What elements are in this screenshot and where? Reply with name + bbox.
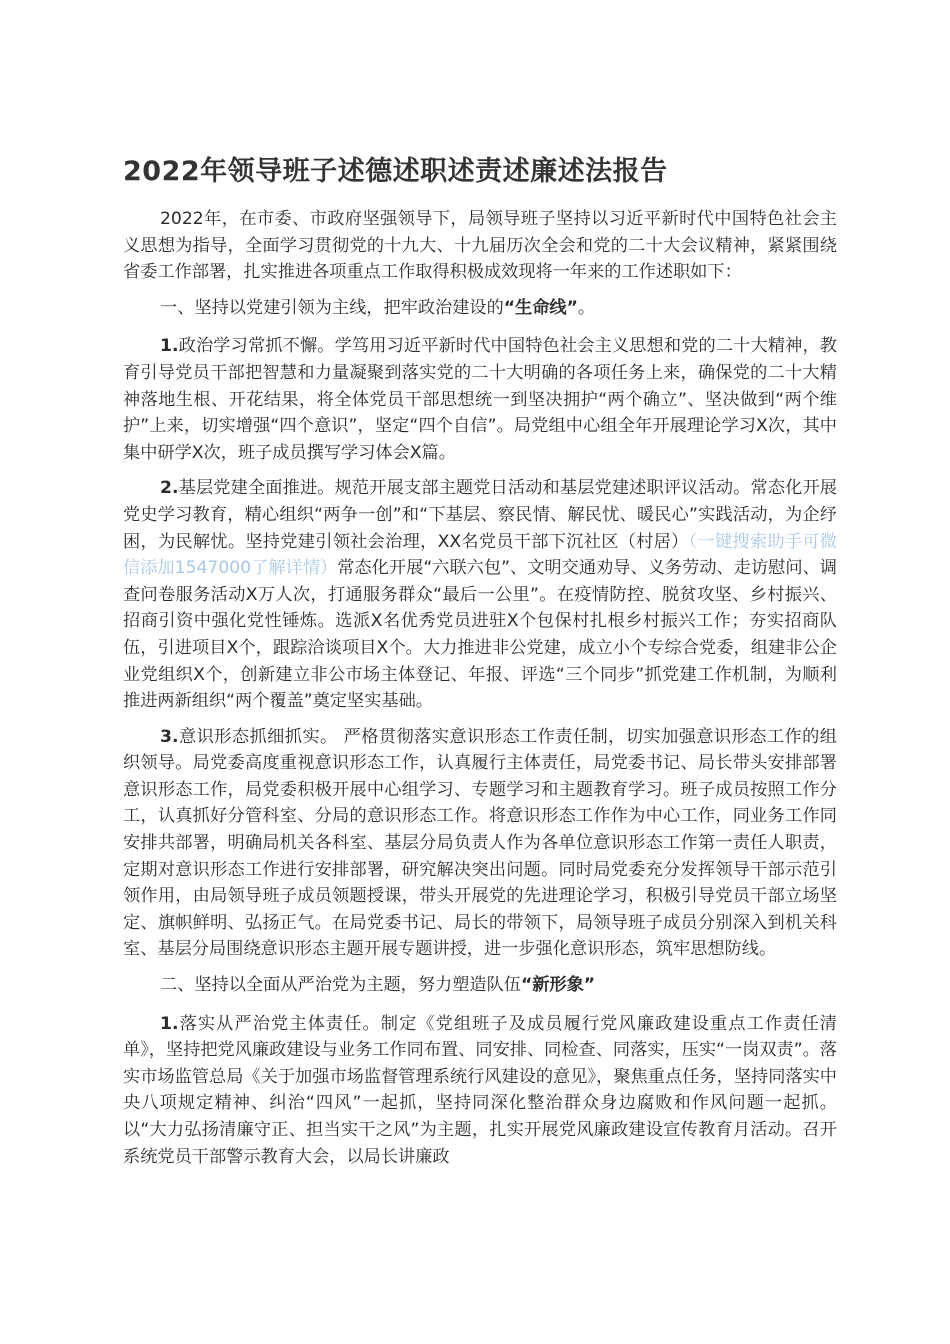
promo-link[interactable]: （一键搜索助手可微信添加1547000了解详情） [123, 531, 837, 579]
section-1-item-1 [123, 333, 837, 466]
section-2-heading [123, 972, 837, 999]
item-text: 基层党建全面推进。规范开展支部主题党日活动和基层党建述职评议活动。常态化开展党史学习教育，精心组织“两争一创”和“下基层、察民情、解民忧、暖民心”实践活动，为企纾困，为民解忧。坚持党建引领社会治理，XX名党员干部下沉社区（村居） [123, 478, 837, 552]
section-2-heading-quote: “新形象” [520, 975, 596, 996]
section-1-heading-quote: “生命线” [503, 297, 578, 318]
item-number: 1. [160, 336, 179, 357]
item-text: 意识形态抓细抓实。 严格贯彻落实意识形态工作责任制，切实加强意识形态工作的组织领导。局党委高度重视意识形态工作，认真履行主体责任，局党委书记、局长带头安排部署意识形态工作，局党委积极开展中心组学习、专题学习和主题教育学习。班子成员按照工作分工，认真抓好分管科室、分局的意识形态工作。将意识形态工作作为中心工作，同业务工作同安排共部署，明确局机关各科室、基层分局负责人作为各单位意识形态工作第一责任人职责，定期对意识形态工作进行安排部署，研究解决突出问题。同时局党委充分发挥领导干部示范引领作用，由局领导班子成员领题授课，带头开展党的先进理论学习，积极引导党员干部立场坚定、旗帜鲜明、弘扬正气。在局党委书记、局长的带领下，局领导班子成员分别深入到机关科室、基层分局围绕意识形态主题开展专题讲授，进一步强化意识形态，筑牢思想防线。 [123, 726, 837, 960]
item-number: 2. [160, 478, 179, 499]
item-text: 政治学习常抓不懈。学笃用习近平新时代中国特色社会主义思想和党的二十大精神，教育引导党员干部把智慧和力量凝聚到落实党的二十大明确的各项任务上来，确保党的二十大精神落地生根、开花结果，将全体党员干部思想统一到坚决拥护“两个确立”、坚决做到“两个维护”上来，切实增强“四个意识”，坚定“四个自信”。局党组中心组全年开展理论学习X次，其中集中研学X次，班子成员撰写学习体会X篇。 [123, 336, 837, 463]
section-2-heading-text: 二、坚持以全面从严治党为主题，努力塑造队伍 [160, 975, 521, 996]
document-title: 2022年领导班子述德述职述责述廉述法报告 [123, 156, 668, 187]
item-number: 3. [160, 726, 179, 747]
item-text-continued: 常态化开展“六联六包”、文明交通劝导、义务劳动、走访慰问、调查问卷服务活动X万人次，打通服务群众“最后一公里”。在疫情防控、脱贫攻坚、乡村振兴、招商引资中强化党性锤炼。选派X名优秀党员进驻X个包保村扎根乡村振兴工作；夯实招商队伍，引进项目X个，跟踪洽谈项目X个。大力推进非公党建，成立小个专综合党委，组建非公企业党组织X个，创新建立非公市场主体登记、年报、评选“三个同步”抓党建工作机制，为顺利推进两新组织“两个覆盖”奠定坚实基础。 [123, 558, 837, 712]
section-1-item-3 [123, 724, 837, 963]
intro-paragraph: 2022年，在市委、市政府坚强领导下，局领导班子坚持以习近平新时代中国特色社会主义思想为指导，全面学习贯彻党的十九大、十九届历次全会和党的二十大会议精神，紧紧围绕省委工作部署，扎实推进各项重点工作取得积极成效现将一年来的工作述职如下： [123, 209, 837, 283]
item-number: 1. [160, 1013, 179, 1034]
section-1-item-2 [123, 475, 837, 714]
document-page [123, 152, 837, 1179]
section-1-heading [123, 295, 837, 322]
section-1-heading-end: 。 [577, 297, 596, 318]
section-1-heading-text: 一、坚持以党建引领为主线，把牢政治建设的 [160, 297, 504, 318]
section-2-item-1 [123, 1011, 837, 1171]
item-text: 落实从严治党主体责任。制定《党组班子及成员履行党风廉政建设重点工作责任清单》，坚持把党风廉政建设与业务工作同布置、同安排、同检查、同落实，压实“一岗双责”。落实市场监管总局《关于加强市场监督管理系统行风建设的意见》，聚焦重点任务，坚持同落实中央八项规定精神、纠治“四风”一起抓，坚持同深化整治群众身边腐败和作风问题一起抓。以“大力弘扬清廉守正、担当实干之风”为主题，扎实开展党风廉政建设宣传教育月活动。召开系统党员干部警示教育大会，以局长讲廉政 [123, 1013, 837, 1167]
